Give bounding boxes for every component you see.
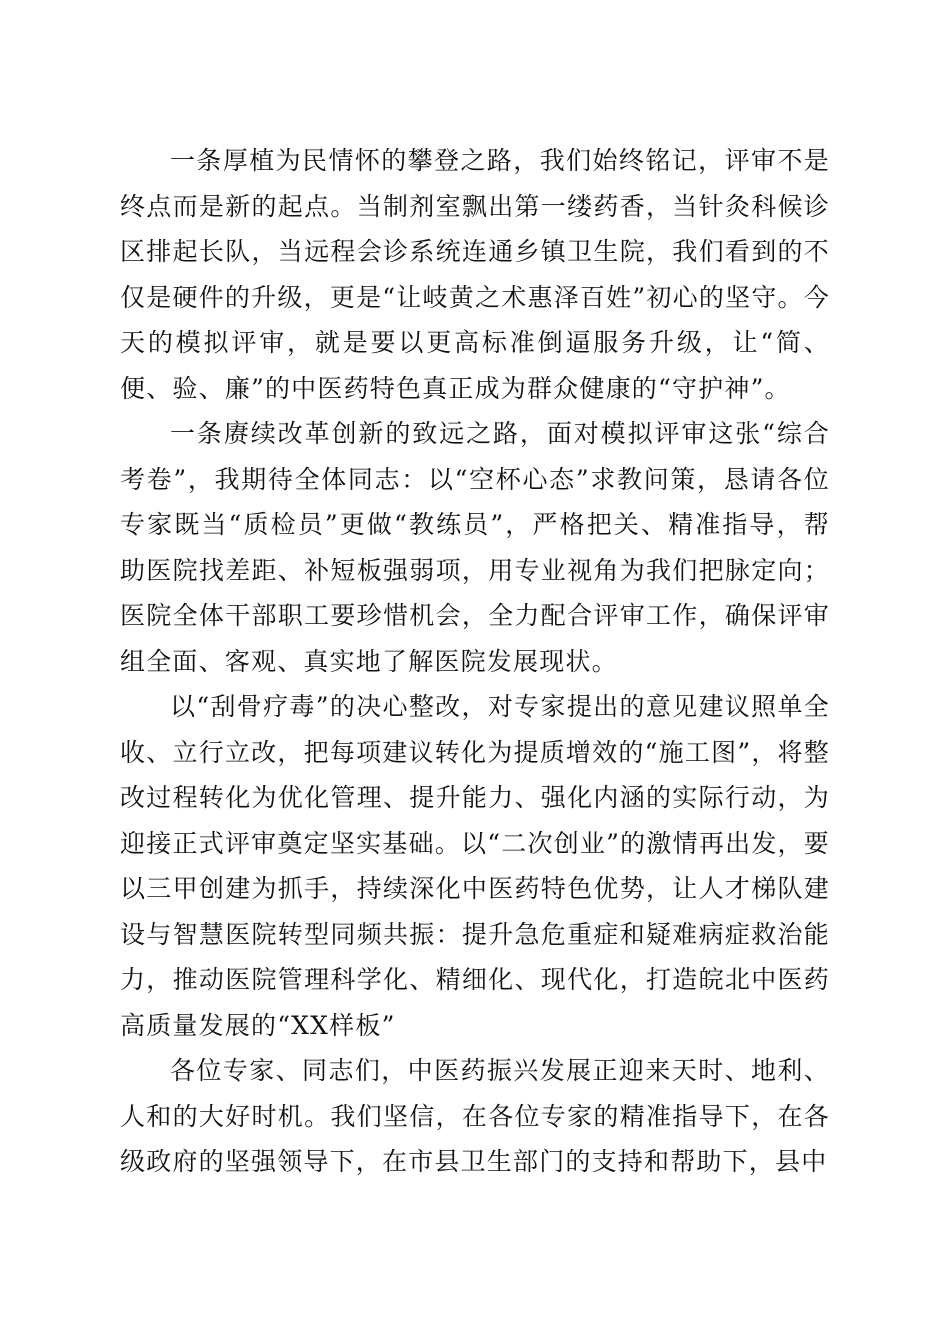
paragraph-4: 各位专家、同志们，中医药振兴发展正迎来天时、地利、人和的大好时机。我们坚信，在各位专家的精准指导下，在各级政府的坚强领导下，在市县卫生部门的支持和帮助下，县中 [120, 1056, 830, 1176]
paragraph-2: 一条赓续改革创新的致远之路，面对模拟评审这张“综合考卷”，我期待全体同志：以“空杯心态”求教问策，恳请各位专家既当“质检员”更做“教练员”，严格把关、精准指导，帮助医院找差距、补短板强弱项，用专业视角为我们把脉定向；医院全体干部职工要珍惜机会，全力配合评审工作，确保评审组全面、客观、真实地了解医院发展现状。 [120, 419, 830, 676]
paragraph-1: 一条厚植为民情怀的攀登之路，我们始终铭记，评审不是终点而是新的起点。当制剂室飘出第一缕药香，当针灸科候诊区排起长队，当远程会诊系统连通乡镇卫生院，我们看到的不仅是硬件的升级，更是“让岐黄之术惠泽百姓”初心的坚守。今天的模拟评审，就是要以更高标准倒逼服务升级，让“简、便、验、廉”的中医药特色真正成为群众健康的“守护神”。 [120, 146, 830, 403]
paragraph-3: 以“刮骨疗毒”的决心整改，对专家提出的意见建议照单全收、立行立改，把每项建议转化为提质增效的“施工图”，将整改过程转化为优化管理、提升能力、强化内涵的实际行动，为迎接正式评审奠定坚实基础。以“二次创业”的激情再出发，要以三甲创建为抓手，持续深化中医药特色优势，让人才梯队建设与智慧医院转型同频共振：提升急危重症和疑难病症救治能力，推动医院管理科学化、精细化、现代化，打造皖北中医药高质量发展的“XX样板” [120, 692, 830, 1040]
document-body [120, 138, 830, 1185]
